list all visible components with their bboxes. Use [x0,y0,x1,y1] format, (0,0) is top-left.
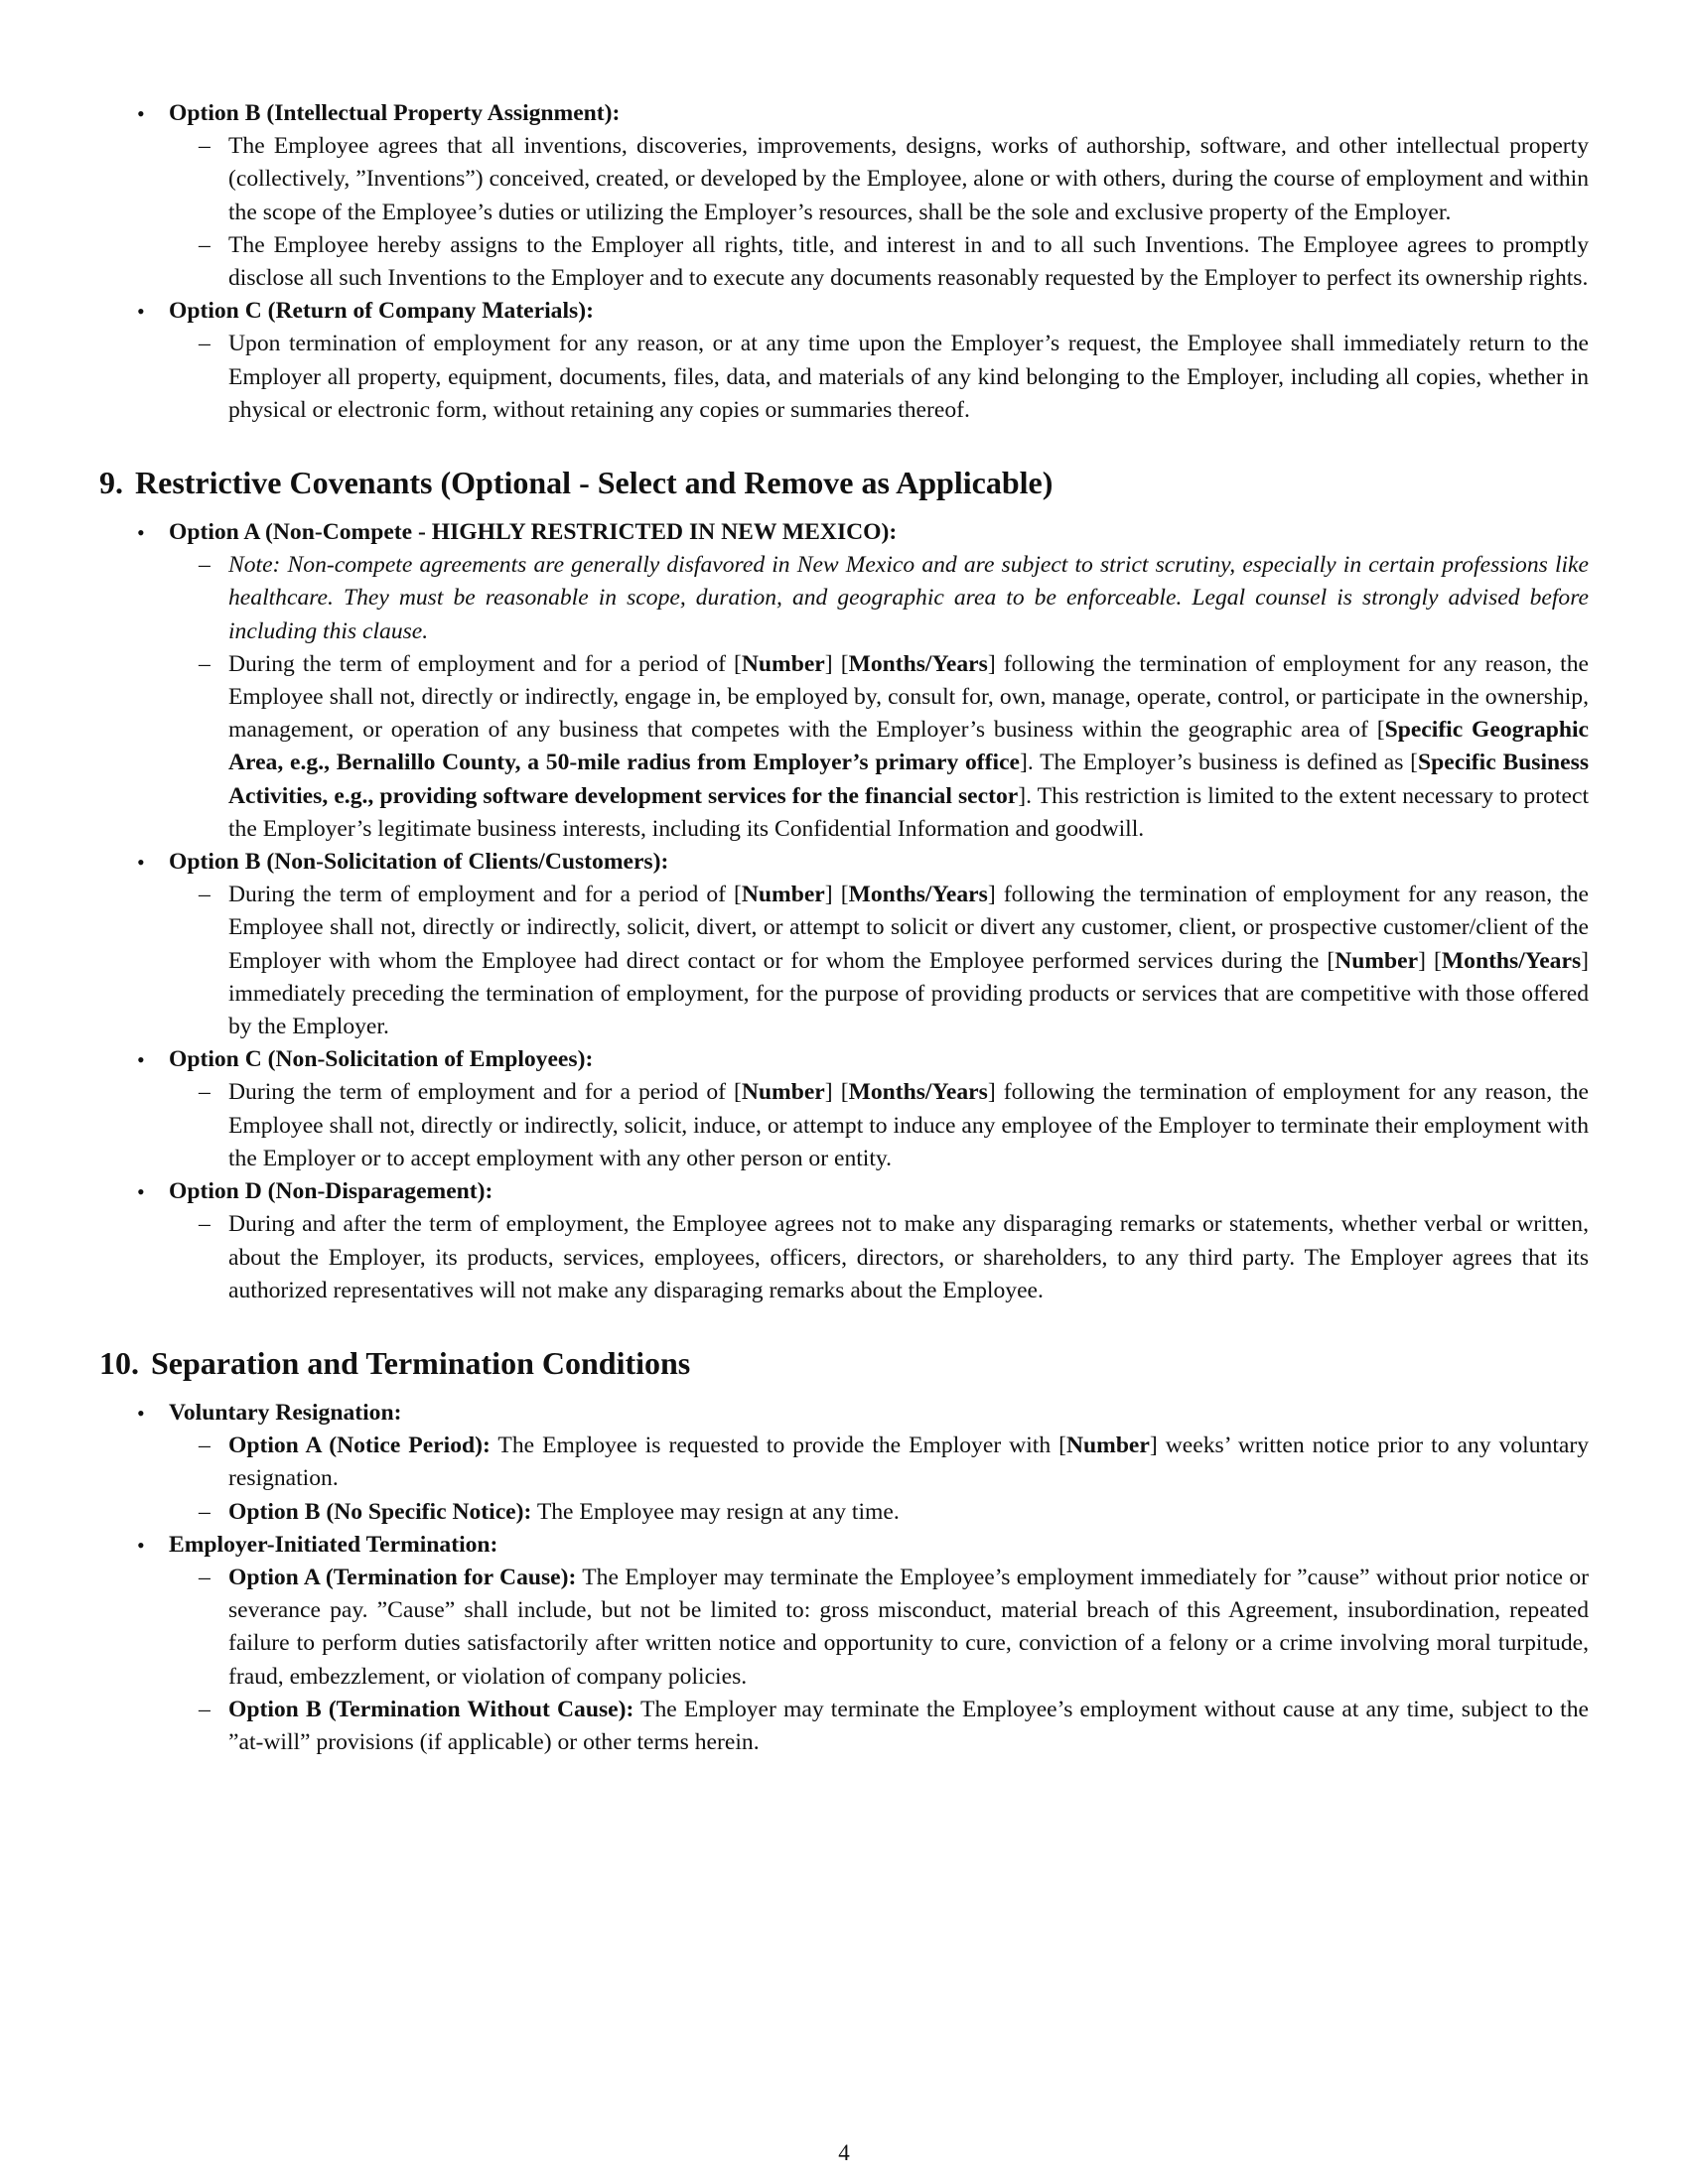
paragraph [169,1694,1589,1759]
text-run: ] [ [824,882,849,908]
option-heading: Voluntary Resignation: [169,1399,402,1426]
text-run: ] [ [824,1079,849,1106]
sub-list [169,328,1589,427]
section-title: Separation and Termination Conditions [151,1344,691,1381]
placeholder-geographic-area: Specific Geographic Area, e.g., Bernalillo County, a 50-mile radius from Employer’s primary office [228,717,1589,776]
sub-list [169,1076,1589,1175]
option-heading: Employer-Initiated Termination: [169,1531,498,1558]
placeholder-number: Number [741,650,825,677]
option-heading: Option B (Intellectual Property Assignment): [169,100,621,126]
text-run: The Employer may terminate the Employee’s employment without cause at any time, subject to the ”at-will” provisions (if applicable) or other terms herein. [228,1696,1589,1755]
page-number: 4 [838,2140,850,2165]
placeholder-number: Number [1066,1433,1150,1459]
text-run: ] [ [1418,947,1442,974]
option-label: Option A (Notice Period): [228,1433,491,1459]
sub-list [169,879,1589,1043]
sub-list [169,130,1589,295]
placeholder-months-years: Months/Years [848,650,988,677]
text-run: During the term of employment and for a period of [ [228,1079,742,1106]
employer-initiated-termination [99,1529,1589,1759]
sub-list [169,1430,1589,1529]
legal-note: – Note: Non-compete agreements are generally disfavored in New Mexico and are subject to strict scrutiny, especially in certain professions like healthcare. They must be reasonable in scope, duration, and geographic area to be enforceable. Legal counsel is strongly advised before including this clause. [169,549,1589,648]
text-run: ] immediately preceding the termination of employment, for the purpose of providing products or services that are competitive with those offered by the Employer. [228,947,1589,1040]
placeholder-number: Number [741,882,825,908]
paragraph: – Upon termination of employment for any reason, or at any time upon the Employer’s request, the Employee shall immediately return to the Employer all property, equipment, documents, files, data, and materials of any kind belonging to the Employer, including all copies, whether in physical or electronic form, without retaining any copies or summaries thereof. [169,328,1589,427]
section-number: 10. [99,1344,139,1381]
section-10-heading [99,1343,1589,1383]
text-run: ]. This restriction is limited to the extent necessary to protect the Employer’s legitimate business interests, including its Confidential Information and goodwill. [228,782,1590,842]
option-label: Option B (Termination Without Cause): [228,1696,634,1722]
text-run: The Employee may resign at any time. [531,1498,900,1525]
text-run: The Employer may terminate the Employee’s employment immediately for ”cause” without prior notice or severance pay. ”Cause” shall include, but not be limited to: gross misconduct, material breach of this Agreement, insubordination, repeated failure to perform duties satisfactorily after written notice and opportunity to cure, conviction of a felony or a crime involving moral turpitude, fraud, embezzlement, or violation of company policies. [228,1564,1589,1690]
text-run: ] [ [824,650,849,677]
voluntary-resignation [99,1397,1589,1529]
placeholder-number: Number [1335,947,1419,974]
option-b-non-solicit-clients [99,846,1589,1043]
text-run: ] following the termination of employment for any reason, the Employee shall not, directly or indirectly, solicit, induce, or attempt to induce any employee of the Employer to terminate their employment with the Employer or to accept employment with any other person or entity. [228,1079,1589,1171]
termination-list [99,1397,1589,1759]
section-title: Restrictive Covenants (Optional - Select and Remove as Applicable) [135,465,1054,501]
option-heading: Option A (Non-Compete - HIGHLY RESTRICTED IN NEW MEXICO): [169,519,898,546]
sub-list [169,1208,1589,1307]
sub-list [169,549,1589,846]
option-heading: Option D (Non-Disparagement): [169,1178,493,1205]
text-run: ] weeks’ written notice prior to any voluntary resignation. [228,1433,1590,1492]
option-heading: Option C (Return of Company Materials): [169,298,594,325]
document-page [99,97,1589,1759]
option-heading: Option B (Non-Solicitation of Clients/Customers): [169,849,669,876]
option-label: Option A (Termination for Cause): [228,1564,577,1590]
placeholder-months-years: Months/Years [848,882,988,908]
option-label: Option B (No Specific Notice): [228,1498,532,1525]
text-run: ] following the termination of employment for any reason, the Employee shall not, directly or indirectly, engage in, be employed by, consult for, own, manage, operate, control, or participate in the ownership, management, or operation of any business that competes with the Employer’s business within the geographic area of [ [228,650,1589,744]
option-c-return-materials [99,295,1589,427]
option-b-ip-assignment [99,97,1589,295]
paragraph [169,1496,1589,1529]
placeholder-months-years: Months/Years [1441,947,1582,974]
text-run: ]. The Employer’s business is defined as [ [1020,750,1419,776]
text-run: During the term of employment and for a period of [ [228,650,742,677]
placeholder-business-activities: Specific Business Activities, e.g., providing software development services for the financial sector [228,750,1589,809]
paragraph [169,1430,1589,1495]
text-run: During the term of employment and for a period of [ [228,882,742,908]
placeholder-months-years: Months/Years [848,1079,988,1106]
text-run: The Employee is requested to provide the Employer with [ [490,1433,1066,1459]
paragraph: – The Employee hereby assigns to the Employer all rights, title, and interest in and to all such Inventions. The Employee agrees to promptly disclose all such Inventions to the Employer and to execute any documents reasonably requested by the Employer to perfect its ownership rights. [169,229,1589,295]
option-d-non-disparagement [99,1175,1589,1307]
paragraph: – The Employee agrees that all inventions, discoveries, improvements, designs, works of authorship, software, and other intellectual property (collectively, ”Inventions”) conceived, created, or developed by the Employee, alone or with others, during the course of employment and within the scope of the Employee’s duties or utilizing the Employer’s resources, shall be the sole and exclusive property of the Employer. [169,130,1589,229]
ip-options-list [99,97,1589,427]
paragraph: – During and after the term of employment, the Employee agrees not to make any disparaging remarks or statements, whether verbal or written, about the Employer, its products, services, employees, officers, directors, or shareholders, to any third party. The Employer agrees that its authorized representatives will not make any disparaging remarks about the Employee. [169,1208,1589,1307]
paragraph [169,879,1589,1043]
paragraph [169,1076,1589,1175]
restrictive-covenants-list [99,516,1589,1307]
option-a-non-compete [99,516,1589,846]
option-c-non-solicit-employees [99,1043,1589,1175]
placeholder-number: Number [741,1079,825,1106]
section-9-heading [99,463,1589,502]
section-number: 9. [99,465,123,501]
paragraph [169,1562,1589,1694]
paragraph [169,648,1589,846]
sub-list [169,1562,1589,1759]
option-heading: Option C (Non-Solicitation of Employees): [169,1046,594,1073]
text-run: ] following the termination of employment for any reason, the Employee shall not, directly or indirectly, solicit, divert, or attempt to solicit or divert any customer, client, or prospective customer/client of the Employer with whom the Employee had direct contact or for whom the Employee performed services during the [ [228,882,1589,974]
